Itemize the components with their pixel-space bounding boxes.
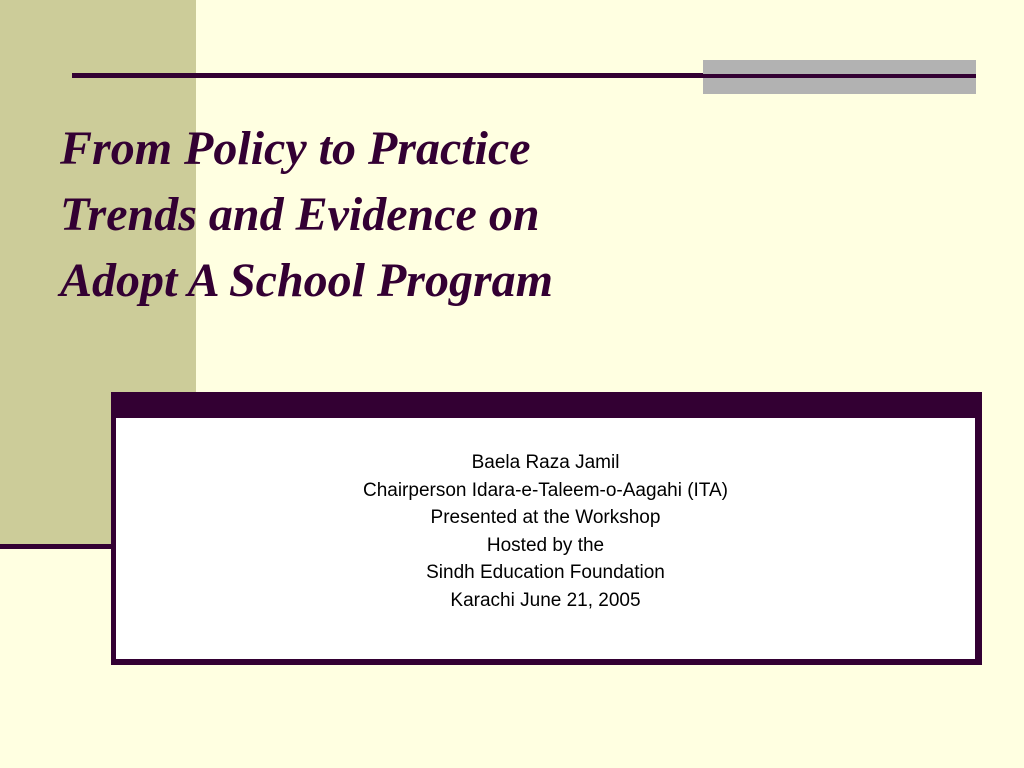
- hosted-by-line: Hosted by the: [486, 534, 605, 556]
- presenter-role: Chairperson Idara-e-Taleem-o-Aagahi (ITA): [362, 479, 729, 501]
- slide-title: [60, 116, 553, 314]
- presenter-info-content: [116, 418, 975, 659]
- title-line-2: Trends and Evidence on: [60, 188, 540, 241]
- host-organization: Sindh Education Foundation: [426, 562, 665, 583]
- title-line-3: Adopt A School Program: [60, 254, 553, 307]
- title-line-1: From Policy to Practice: [60, 122, 531, 175]
- presenter-info-box: [111, 392, 982, 665]
- side-divider-line: [0, 544, 116, 549]
- presented-at-line: Presented at the Workshop: [430, 507, 661, 528]
- presenter-name: Baela Raza Jamil: [471, 452, 620, 473]
- location-date: Karachi June 21, 2005: [450, 589, 641, 611]
- gray-bar-divider-line: [703, 74, 976, 78]
